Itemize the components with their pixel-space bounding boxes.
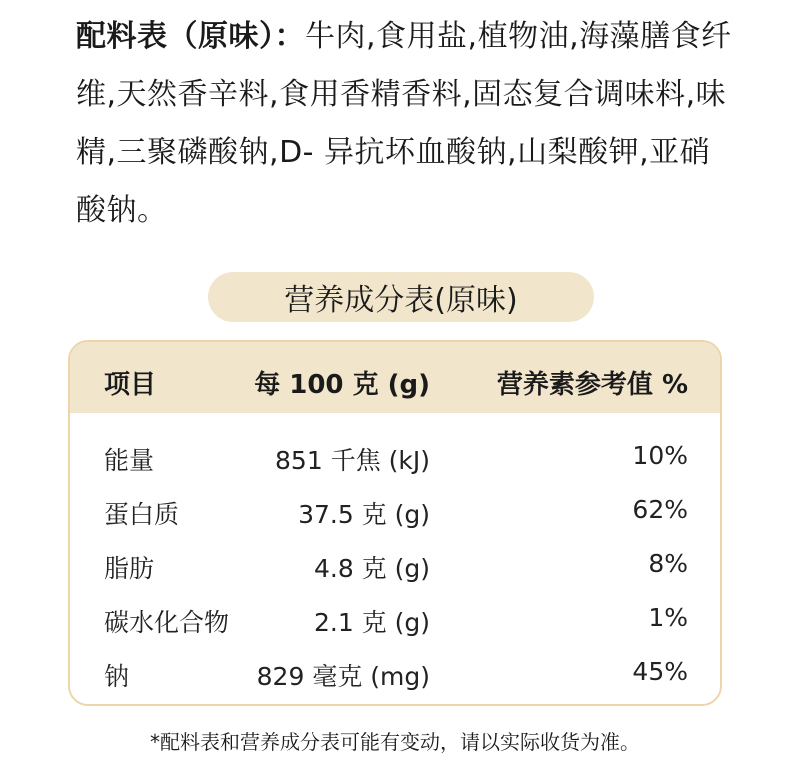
table-row [70, 431, 720, 485]
row-per100: 829 毫克 (mg) [256, 662, 430, 691]
footnote: *配料表和营养成分表可能有变动，请以实际收货为准。 [150, 730, 640, 754]
ingredients-label: 配料表（原味）： [76, 19, 305, 54]
row-item: 钠 [104, 662, 130, 691]
table-row [70, 539, 720, 593]
nutrition-table [68, 340, 722, 706]
row-nrv: 10% [632, 441, 688, 470]
row-item: 脂肪 [104, 554, 155, 583]
header-per100: 每 100 克 (g) [254, 370, 430, 400]
table-row [70, 593, 720, 647]
header-nrv: 营养素参考值 % [496, 370, 688, 400]
row-item: 能量 [104, 446, 155, 475]
table-row [70, 485, 720, 539]
table-header [70, 342, 720, 413]
row-item: 蛋白质 [104, 500, 180, 529]
ingredients-text [76, 8, 736, 240]
row-per100: 2.1 克 (g) [313, 608, 430, 637]
ingredients-list: 牛肉,食用盐,植物油,海藻膳食纤维,天然香辛料,食用香精香料,固态复合调味料,味精,三聚磷酸钠,D- 异抗坏血酸钠,山梨酸钾,亚硝酸钠。 [76, 19, 732, 228]
row-per100: 851 千焦 (kJ) [275, 446, 430, 475]
row-per100: 37.5 克 (g) [298, 500, 430, 529]
row-per100: 4.8 克 (g) [313, 554, 430, 583]
row-nrv: 1% [648, 603, 688, 632]
row-item: 碳水化合物 [104, 608, 230, 637]
row-nrv: 8% [648, 549, 688, 578]
row-nrv: 45% [632, 657, 688, 686]
nutrition-title: 营养成分表(原味) [208, 272, 594, 322]
table-row [70, 647, 720, 701]
table-body [70, 413, 720, 701]
row-nrv: 62% [632, 495, 688, 524]
header-item: 项目 [104, 370, 157, 400]
